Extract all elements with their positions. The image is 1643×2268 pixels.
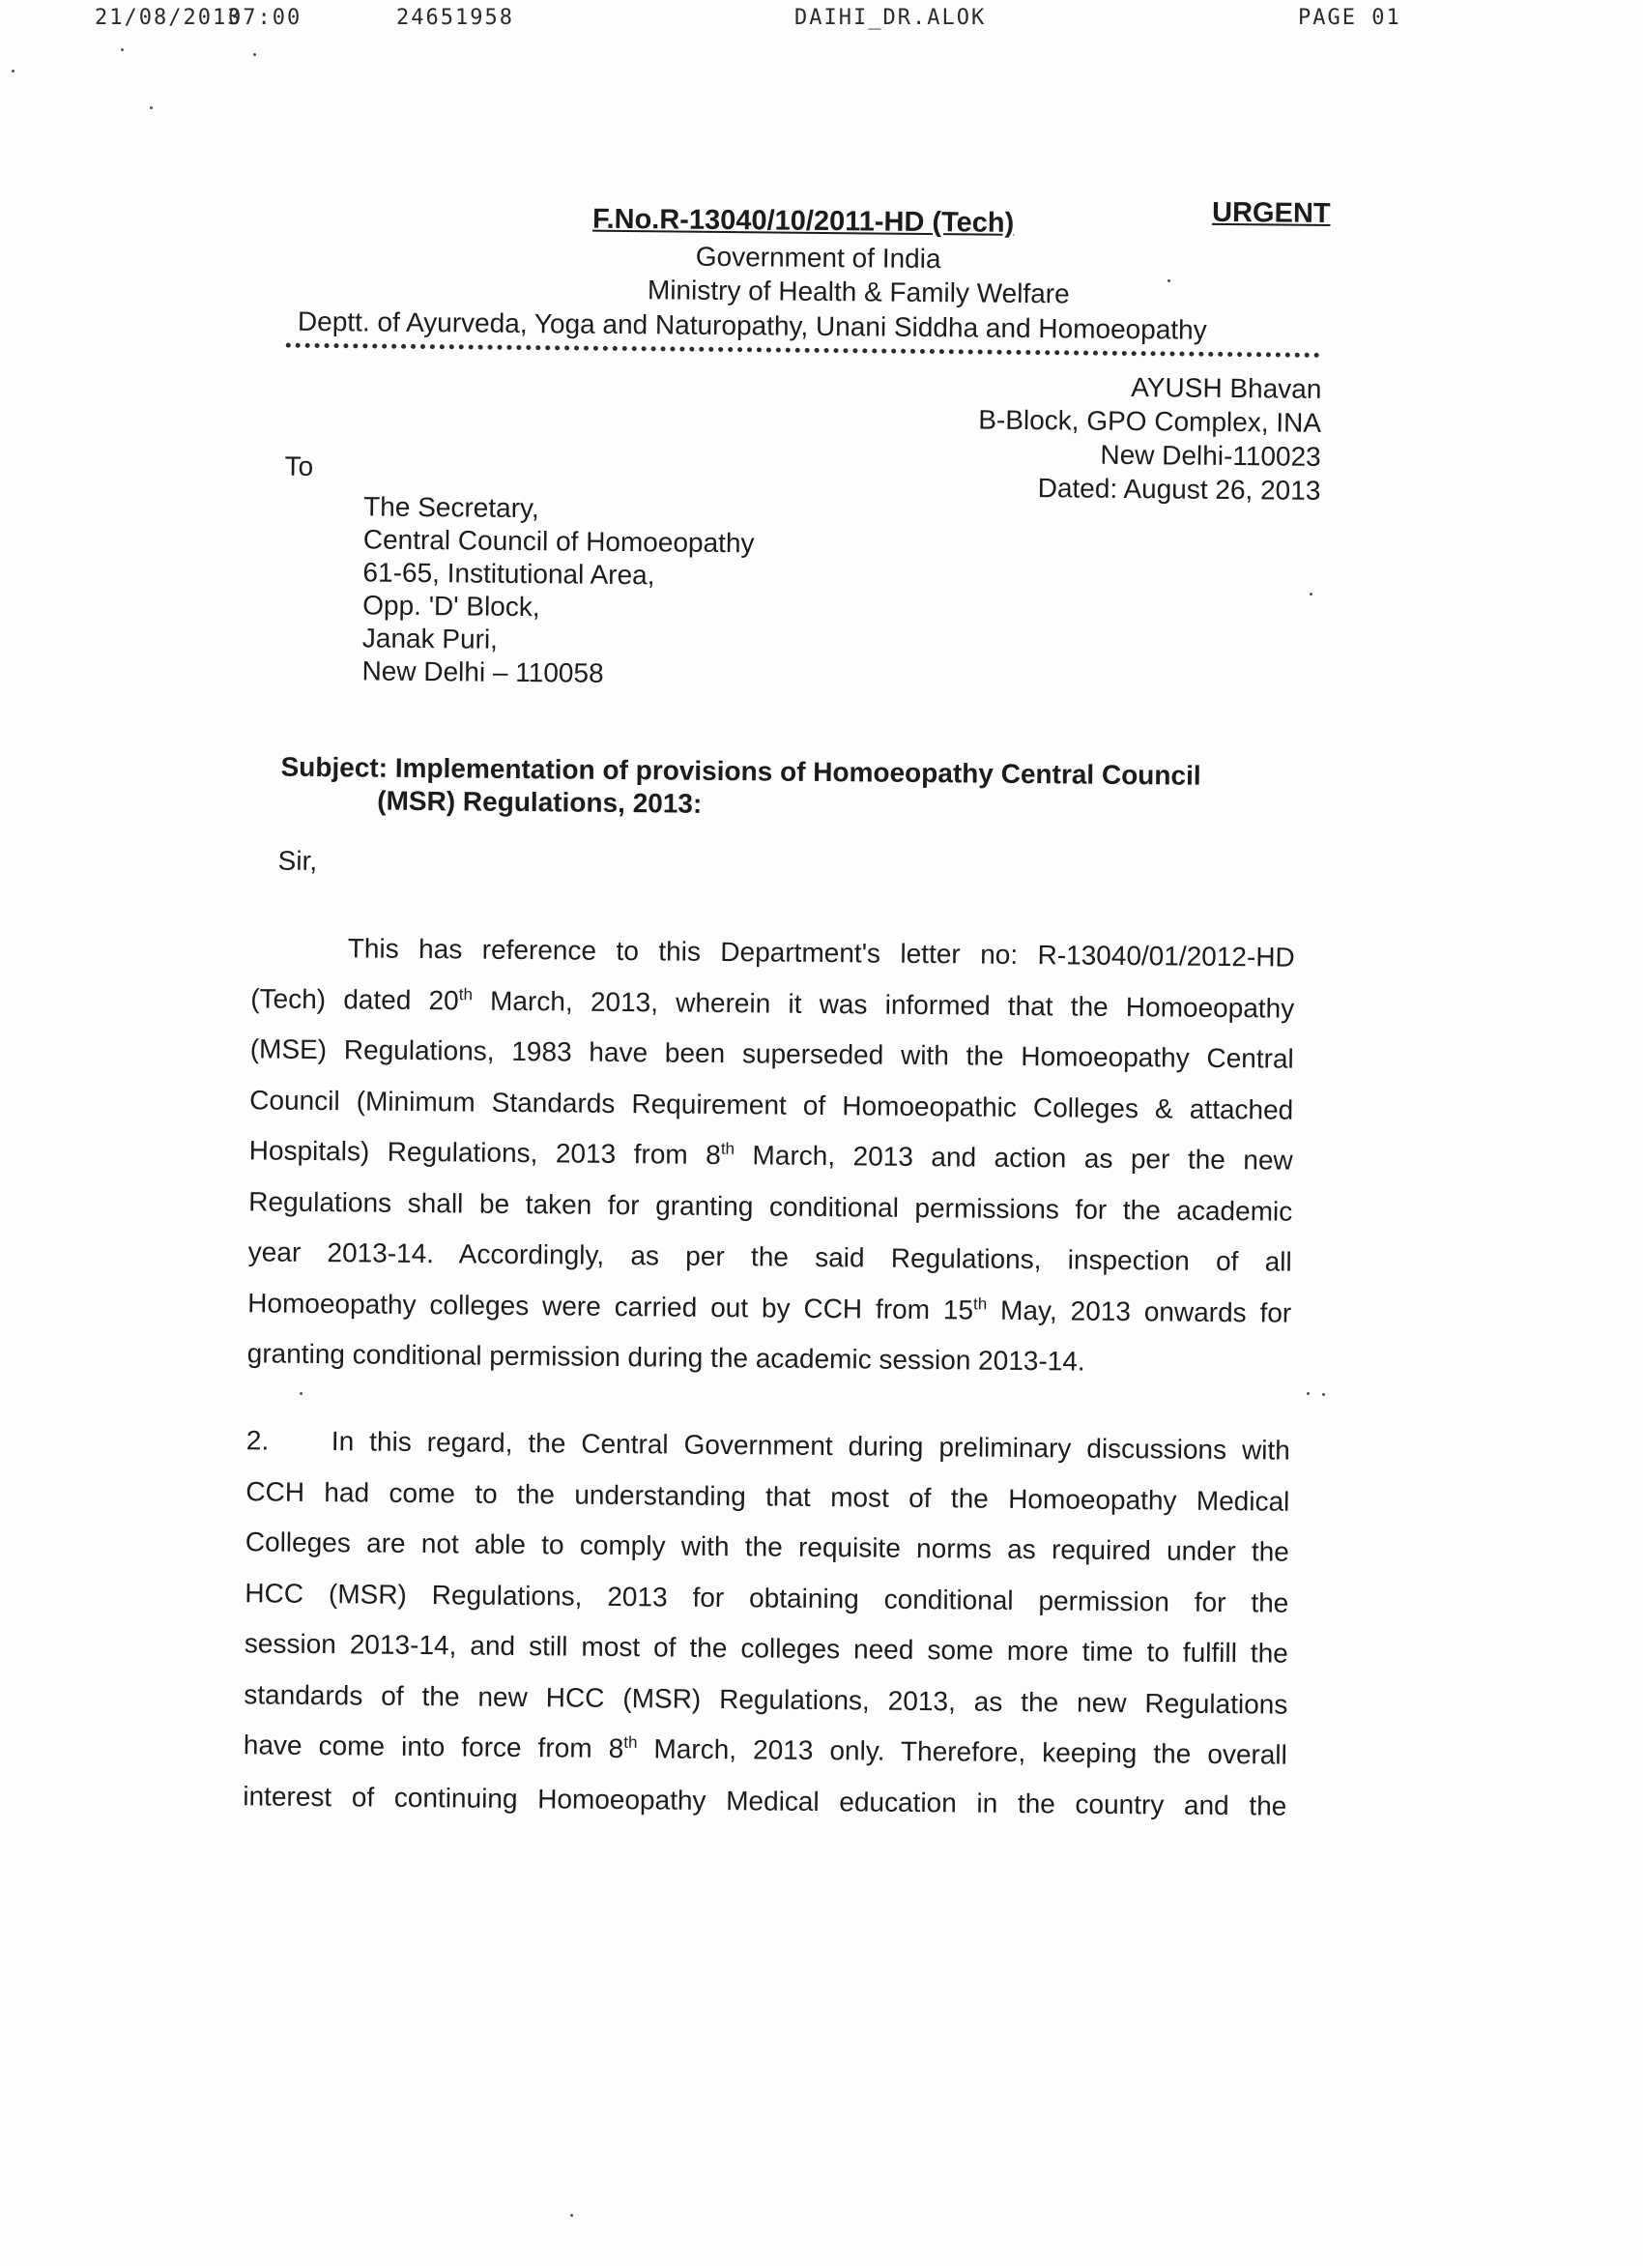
ministry-line: Ministry of Health & Family Welfare [647,275,1070,309]
scan-speck [121,48,124,51]
scan-speck [1167,279,1170,282]
subject-line: Subject: Implementation of provisions of Homoeopathy Central Council [280,751,1201,791]
urgent-label: URGENT [1211,196,1331,230]
scan-speck [1322,1393,1325,1396]
scan-speck [150,106,153,109]
paragraph-line: Council (Minimum Standards Requirement of Homoeopathic Colleges & attached [249,1084,1294,1125]
recipient-address [361,490,755,691]
paragraph-2 [243,1415,1290,1831]
fax-sender: DAIHI_DR.ALOK [794,6,987,30]
subject-block [280,751,1201,826]
office-line: B-Block, GPO Complex, INA [978,404,1322,438]
address-line: The Secretary, [363,491,539,524]
address-line: Janak Puri, [361,623,499,654]
fax-time: 07:00 [228,6,303,30]
salutation: Sir, [277,845,318,876]
scan-speck [300,1392,303,1395]
fax-page-number: PAGE 01 [1298,6,1401,30]
address-line: Central Council of Homoeopathy [362,524,755,559]
file-number: F.No.R-13040/10/2011-HD (Tech) [591,203,1015,239]
paragraph-line: 2. In this regard, the Central Government during preliminary discussions with [246,1415,1290,1476]
government-line: Government of India [695,241,941,275]
to-label: To [284,451,314,481]
department-line: Deptt. of Ayurveda, Yoga and Naturopathy, Unani Siddha and Homoeopathy [297,305,1207,345]
office-line: New Delhi-110023 [1100,439,1321,472]
paragraph-line: (Tech) dated 20th March, 2013, wherein it was informed that the Homoeopathy [250,982,1295,1024]
paragraph-line: have come into force from 8th March, 2013 only. Therefore, keeping the overall [243,1730,1287,1770]
paragraph-line: interest of continuing Homoeopathy Medical education in the country and the [243,1780,1287,1821]
office-line: AYUSH Bhavan [1131,372,1322,404]
paragraph-line: Colleges are not able to comply with the requisite norms as required under the [245,1527,1289,1567]
paragraph-line: This has reference to this Department's letter no: R-13040/01/2012-HD [347,933,1295,973]
paragraph-line: Hospitals) Regulations, 2013 from 8th March, 2013 and action as per the new [248,1135,1293,1176]
subject-line: (MSR) Regulations, 2013: [377,785,703,819]
paragraph-line: Regulations shall be taken for granting conditional permissions for the academic [248,1185,1293,1227]
paragraph-line: session 2013-14, and still most of the colleges need some more time to fulfill the [244,1628,1288,1669]
scan-speck [1307,1392,1310,1395]
paragraph-line: HCC (MSR) Regulations, 2013 for obtaining conditional permission for the [245,1577,1289,1618]
fax-number: 24651958 [396,6,514,30]
scan-speck [12,70,14,73]
letter-date: Dated: August 26, 2013 [1037,473,1321,506]
paragraph-line: standards of the new HCC (MSR) Regulations, 2013, as the new Regulations [244,1678,1288,1720]
paragraph-line: (MSE) Regulations, 1983 have been superseded with the Homoeopathy Central [249,1033,1294,1074]
paragraph-line: year 2013-14. Accordingly, as per the said Regulations, inspection of all [247,1236,1292,1277]
paragraph-line: CCH had come to the understanding that most of the Homoeopathy Medical [245,1475,1290,1517]
address-line: 61-65, Institutional Area, [362,557,655,591]
scan-speck [253,53,256,56]
paragraph-number: 2. [245,1425,270,1456]
office-address-block [977,369,1321,508]
paragraph-line: granting conditional permission during the academic session 2013-14. [246,1338,1085,1377]
fax-date: 21/08/2013 [95,6,243,30]
address-line: New Delhi – 110058 [361,655,604,688]
scan-speck [1310,593,1312,596]
paragraph-1 [246,922,1294,1389]
scan-speck [570,2214,573,2217]
paragraph-line: Homoeopathy colleges were carried out by CCH from 15th May, 2013 onwards for [247,1287,1292,1328]
address-line: Opp. 'D' Block, [362,590,540,623]
